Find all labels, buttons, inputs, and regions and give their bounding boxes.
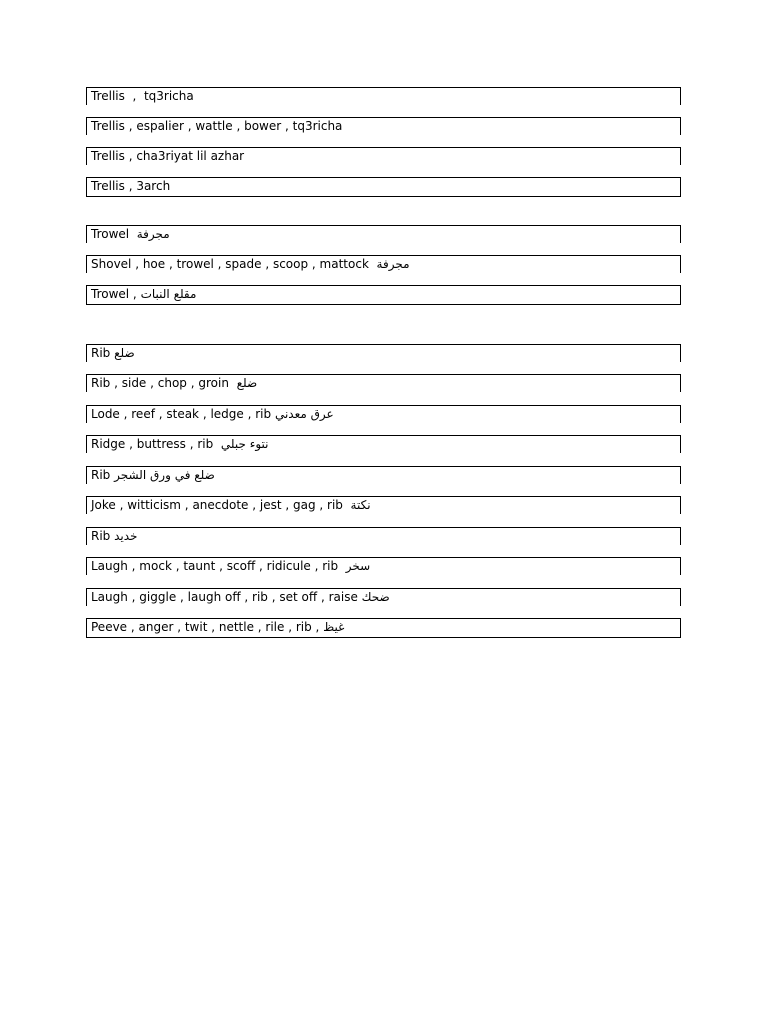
entry-rib-8: Laugh , mock , taunt , scoff , ridicule , rib سخر — [86, 557, 681, 575]
entry-rib-3: Lode , reef , steak , ledge , rib عرق معدني — [86, 405, 681, 423]
entry-rib-2: Rib , side , chop , groin ضلع — [86, 374, 681, 392]
entry-rib-10: Peeve , anger , twit , nettle , rile , rib , غيظ — [86, 618, 681, 638]
entry-rib-1: Rib ضلع — [86, 344, 681, 362]
entry-rib-7: Rib خديد — [86, 527, 681, 545]
entry-rib-4: Ridge , buttress , rib نتوء جبلي — [86, 435, 681, 453]
entry-trowel-1: Trowel مجرفة — [86, 225, 681, 243]
entry-trowel-2: Shovel , hoe , trowel , spade , scoop , mattock مجرفة — [86, 255, 681, 273]
entry-trowel-3: Trowel , مقلع النبات — [86, 285, 681, 305]
entry-trellis-1: Trellis , tq3richa — [86, 87, 681, 105]
entry-trellis-2: Trellis , espalier , wattle , bower , tq3richa — [86, 117, 681, 135]
entry-rib-9: Laugh , giggle , laugh off , rib , set off , raise ضحك — [86, 588, 681, 606]
entry-trellis-3: Trellis , cha3riyat lil azhar — [86, 147, 681, 165]
entry-rib-6: Joke , witticism , anecdote , jest , gag , rib نكتة — [86, 496, 681, 514]
entry-rib-5: Rib ضلع في ورق الشجر — [86, 466, 681, 484]
entry-trellis-4: Trellis , 3arch — [86, 177, 681, 197]
